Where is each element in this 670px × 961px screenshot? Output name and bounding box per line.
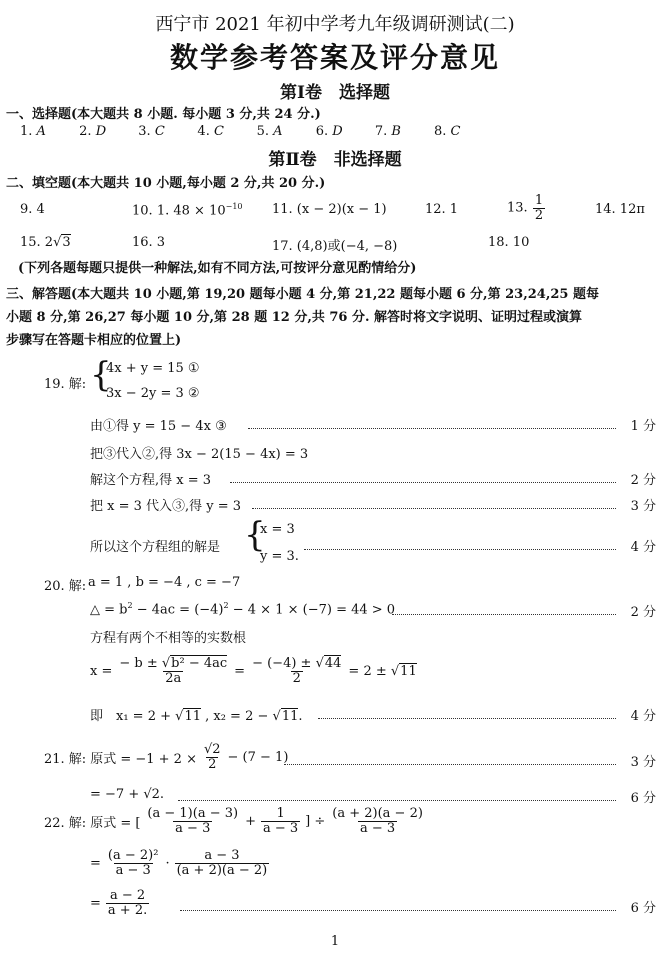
q19-conclusion: 所以这个方程组的解是	[90, 540, 221, 555]
q20-roots-statement: 方程有两个不相等的实数根	[90, 631, 247, 646]
dot-leader	[392, 614, 616, 615]
choice-answer: 5. A	[256, 124, 283, 139]
section-2-title: 二、填空题(本大题共 10 小题,每小题 2 分,共 20 分.)	[6, 176, 326, 191]
q19-step-3-points: 2 分	[630, 473, 656, 488]
choice-answer: 2. D	[79, 124, 107, 139]
fill-answer-9: 9. 4	[20, 202, 45, 217]
dot-leader	[304, 549, 616, 550]
choice-answer: 7. B	[374, 124, 401, 139]
doc-title: 西宁市 2021 年初中学考九年级调研测试(二)	[155, 14, 515, 35]
choice-answer: 6. D	[315, 124, 343, 139]
fill-answer-12: 12. 1	[425, 202, 459, 217]
dot-leader	[284, 764, 616, 765]
dot-leader	[180, 910, 616, 911]
choice-answers	[20, 124, 489, 139]
q19-solution-x: x = 3	[260, 522, 295, 537]
q21-line-2: = −7 + √2.	[90, 787, 165, 802]
fill-answer-13: 13. $\frac{1}{2}$	[507, 193, 544, 223]
volume-2-title: 第Ⅱ卷 非选择题	[268, 150, 402, 170]
q19-step-2: 把③代入②,得 3x − 2(15 − 4x) = 3	[90, 447, 309, 462]
volume-1-title: 第Ⅰ卷 选择题	[280, 83, 390, 103]
dot-leader	[318, 718, 616, 719]
choice-answer: 1. A	[20, 124, 46, 139]
page-number: 1	[330, 934, 340, 949]
section-1-title: 一、选择题(本大题共 8 小题. 每小题 3 分,共 24 分.)	[6, 107, 321, 122]
section-3-title-line2: 小题 8 分,第 26,27 每小题 10 分,第 28 题 12 分,共 76 分. 解答时将文字说明、证明过程或演算	[6, 310, 583, 325]
fill-answer-10: 10. 1. $48 \times 10^{-10}$	[132, 202, 243, 219]
fill-answer-17: 17. (4,8)或(−4, −8)	[272, 239, 398, 254]
fill-answer-16: 16. 3	[132, 235, 166, 250]
q19-equation-1: 4x + y = 15 ①	[106, 361, 200, 376]
doc-subtitle: 数学参考答案及评分意见	[169, 41, 500, 74]
q20-roots: 即 x₁ = 2 + √11 , x₂ = 2 − √11.	[90, 709, 303, 724]
choice-answer: 8. C	[433, 124, 461, 139]
q19-solution-y: y = 3.	[260, 549, 299, 564]
q20-label: 20. 解:	[44, 579, 87, 594]
system-brace: {	[90, 355, 112, 395]
dot-leader	[252, 508, 616, 509]
section-3-title-line1: 三、解答题(本大题共 10 小题,第 19,20 题每小题 4 分,第 21,22 题每小题 6 分,第 23,24,25 题每	[6, 287, 599, 302]
q19-step-4-points: 3 分	[630, 499, 656, 514]
q20-coefficients: a = 1 , b = −4 , c = −7	[88, 575, 241, 590]
dot-leader	[230, 482, 616, 483]
q21-line-1: 21. 解: 原式 = −1 + 2 × $\frac{√2}{2}$ − (7 − 1)	[44, 742, 289, 772]
q20-points: 4 分	[630, 709, 656, 724]
q19-equation-2: 3x − 2y = 3 ②	[106, 386, 200, 401]
q19-points: 4 分	[630, 540, 656, 555]
q21-step-points: 3 分	[630, 755, 656, 770]
grading-note: (下列各题每题只提供一种解法,如有不同方法,可按评分意见酌情给分)	[18, 261, 417, 276]
section-3-title-line3: 步骤写在答题卡相应的位置上)	[6, 333, 182, 348]
q19-step-1: 由①得 y = 15 − 4x ③	[90, 419, 227, 434]
system-brace: {	[244, 515, 266, 555]
q19-label: 19. 解:	[44, 377, 87, 392]
fill-answer-14: 14. 12π	[595, 202, 645, 217]
fill-answer-15: 15. 2√3	[20, 235, 71, 250]
q19-step-3: 解这个方程,得 x = 3	[90, 473, 212, 488]
q19-step-1-points: 1 分	[630, 419, 656, 434]
q20-discriminant: △ = $b^2 - 4ac = (-4)^2 - 4 \times 1 \times (-7) = 44 > 0$	[90, 601, 396, 618]
dot-leader	[178, 800, 616, 801]
q22-points: 6 分	[630, 901, 656, 916]
q22-line-1: 22. 解: 原式 = [ $\frac{(a - 1)(a - 3)}{a - 3}$ + $\frac{1}{a - 3}$ ] ÷ $\frac{(a + 2)(a - 2)}{a - 3}$	[44, 806, 423, 836]
q22-line-2: = $\frac{\text{(a − 2)²}}{a - 3}$ · $\frac{a - 3}{(a + 2)(a - 2)}$	[90, 848, 268, 878]
q19-step-4: 把 x = 3 代入③,得 y = 3	[90, 499, 242, 514]
fill-answer-18: 18. 10	[488, 235, 530, 250]
q20-step-points: 2 分	[630, 605, 656, 620]
q21-points: 6 分	[630, 791, 656, 806]
dot-leader	[248, 428, 616, 429]
fill-answer-11: 11. (x − 2)(x − 1)	[272, 202, 387, 217]
q20-root-formula: x = $\frac{\text{− b ± √b² − 4ac}}{2a}$ = $\frac{- (-4) \pm √44}{2}$ = 2 ± √11	[90, 656, 417, 686]
q22-line-3: = $\frac{a - 2}{a + 2.}$	[90, 888, 148, 918]
choice-answer: 3. C	[138, 124, 165, 139]
choice-answer: 4. C	[197, 124, 224, 139]
